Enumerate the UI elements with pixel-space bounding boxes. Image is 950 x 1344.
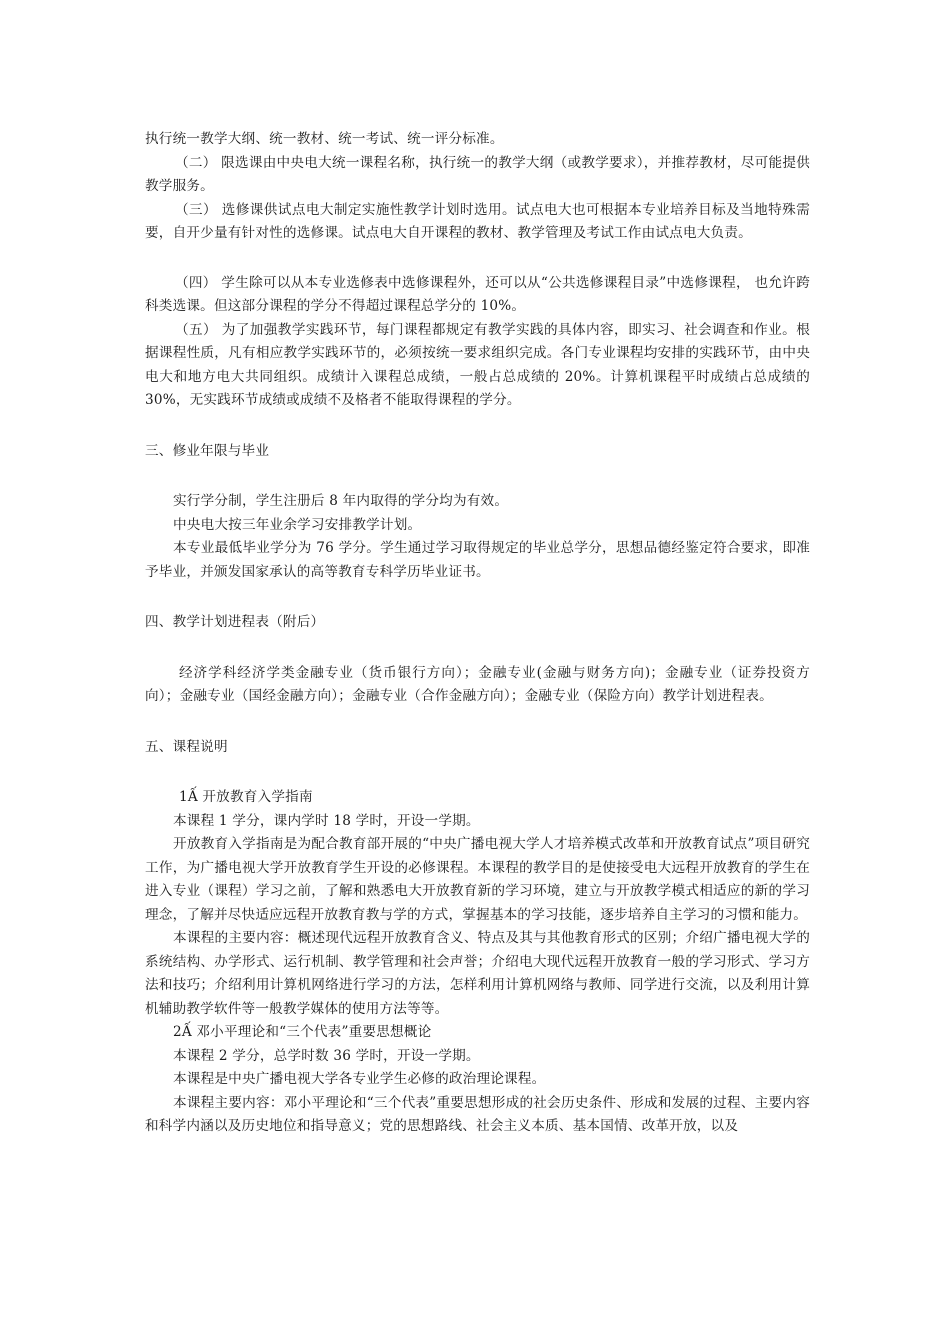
paragraph-practice: （五） 为了加强教学实践环节，每门课程都规定有教学实践的具体内容，即实习、社会调查和作业。根据课程性质，凡有相应教学实践环节的，必须按统一要求组织完成。各门专业课程均安排的实践环节，由中央电大和地方电大共同组织。成绩计入课程总成绩，一般占总成绩的 20%。计算机课程平时成绩占总成绩的 30%，无实践环节成绩或成绩不及格者不能取得课程的学分。 — [145, 321, 810, 408]
paragraph-three-year-plan: 中央电大按三年业余学习安排教学计划。 — [173, 516, 422, 533]
paragraph-elective-courses: （三） 选修课供试点电大制定实施性教学计划时选用。试点电大也可根据本专业培养目标及当地特殊需要，自开少量有针对性的选修课。试点电大自开课程的教材、教学管理及考试工作由试点电大负责。 — [145, 201, 810, 241]
course-2-description: 本课程是中央广播电视大学各专业学生必修的政治理论课程。 — [173, 1071, 546, 1087]
document-body — [145, 128, 810, 1139]
paragraph-cross-discipline: （四） 学生除可以从本专业选修表中选修课程外，还可以从“公共选修课程目录”中选修课程， 也允许跨科类选课。但这部分课程的学分不得超过课程总学分的 10%。 — [145, 274, 810, 314]
paragraph-credit-system: 实行学分制，学生注册后 8 年内取得的学分均为有效。 — [173, 493, 509, 509]
section-heading-schedule: 四、教学计划进程表（附后） — [145, 614, 325, 630]
section-heading-course-notes: 五、课程说明 — [145, 738, 228, 755]
paragraph-restricted-elective: （二） 限选课由中央电大统一课程名称，执行统一的教学大纲（或教学要求），并推荐教材，尽可能提供教学服务。 — [145, 154, 810, 194]
course-1-content: 本课程的主要内容：概述现代远程开放教育含义、特点及其与其他教育形式的区别；介绍广播电视大学的系统结构、办学形式、运行机制、教学管理和社会声誉；介绍电大现代远程开放教育一般的学习形式、学习方法和技巧；介绍利用计算机网络进行学习的方法，怎样利用计算机网络与教师、同学进行交流，以及利用计算机辅助教学软件等一般教学媒体的使用方法等等。 — [145, 930, 810, 1017]
paragraph-unified-standards: 执行统一教学大纲、统一教材、统一考试、统一评分标准。 — [145, 131, 504, 147]
course-title-2: 2Ấ 邓小平理论和“三个代表”重要思想概论 — [173, 1024, 432, 1040]
course-1-description: 开放教育入学指南是为配合教育部开展的“中央广播电视大学人才培养模式改革和开放教育试点”项目研究工作，为广播电视大学开放教育学生开设的必修课程。本课程的教学目的是使接受电大远程开放教育的学生在进入专业（课程）学习之前，了解和熟悉电大开放教育新的学习环境，建立与开放教学模式相适应的新的学习理念，了解并尽快适应远程开放教育教与学的方式，掌握基本的学习技能，逐步培养自主学习的习惯和能力。 — [145, 836, 810, 923]
paragraph-schedule-list: 经济学科经济学类金融专业（货币银行方向）；金融专业(金融与财务方向)；金融专业（证券投资方向）；金融专业（国经金融方向）；金融专业（合作金融方向）；金融专业（保险方向）教学计划进程表。 — [145, 664, 810, 704]
course-1-credits: 本课程 1 学分，课内学时 18 学时，开设一学期。 — [173, 812, 480, 829]
course-2-content: 本课程主要内容：邓小平理论和“三个代表”重要思想形成的社会历史条件、形成和发展的过程、主要内容和科学内涵以及历史地位和指导意义；党的思想路线、社会主义本质、基本国情、改革开放，以及 — [145, 1094, 810, 1134]
paragraph-graduation: 本专业最低毕业学分为 76 学分。学生通过学习取得规定的毕业总学分，思想品德经鉴定符合要求，即准予毕业，并颁发国家承认的高等教育专科学历毕业证书。 — [145, 540, 810, 580]
course-title-1: 1Ấ 开放教育入学指南 — [179, 789, 313, 805]
course-2-credits: 本课程 2 学分，总学时数 36 学时，开设一学期。 — [173, 1047, 480, 1064]
section-heading-duration: 三、修业年限与毕业 — [145, 442, 270, 459]
